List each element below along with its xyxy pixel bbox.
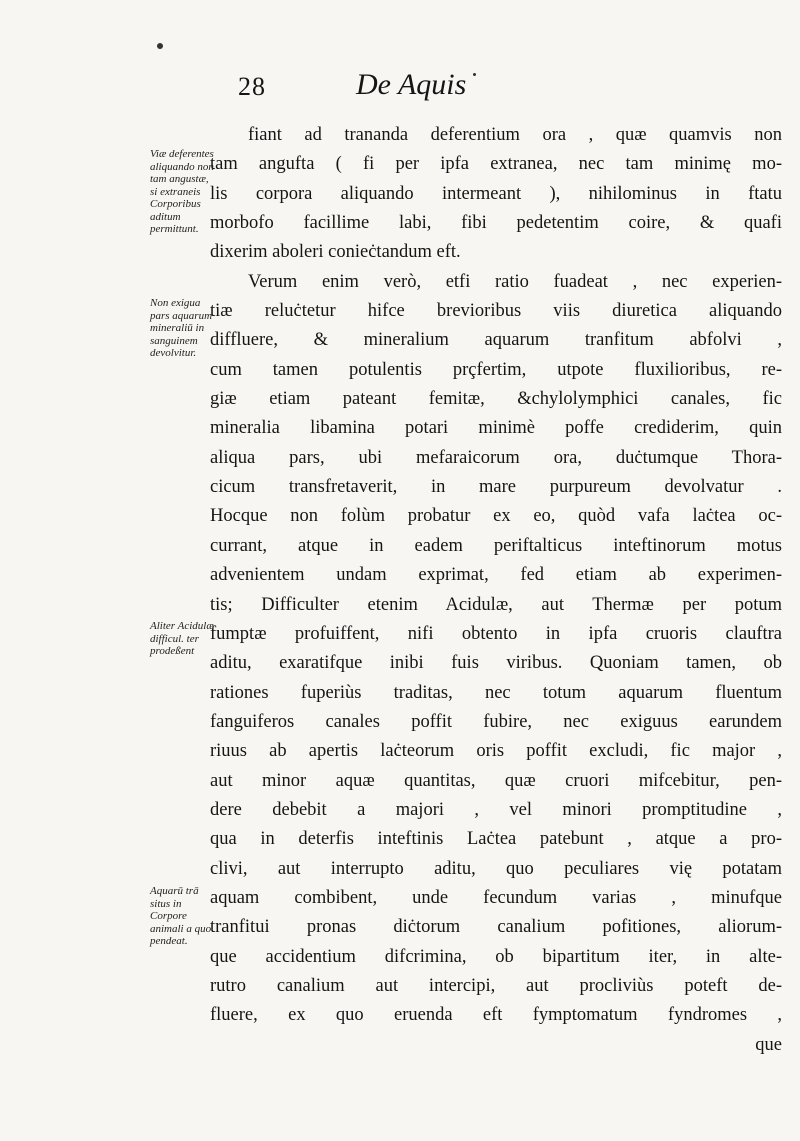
text-line: mineralia libamina potari minimè poffe crediderim, quin [210,418,782,439]
ink-speck [157,43,163,49]
text-line: cum tamen potulentis prçfertim, utpote fluxilioribus, re- [210,359,782,380]
text-line: fanguiferos canales poffit fubire, nec exiguus earundem [210,711,782,732]
text-line: lis corpora aliquando intermeant ), nihilominus in ftatu [210,183,782,204]
margin-note: Aquarū trā situs in Corpore animali a quo pendeat. [150,885,212,947]
text-line: dixerim aboleri conieċtandum eft. [210,242,461,263]
text-line: rutro canalium aut intercipi, aut procliviùs poteft de- [210,975,782,996]
catchword: que [755,1034,782,1055]
page-header [0,66,800,110]
text-line: riuus ab apertis laċteorum oris poffit excludi, fic major , [210,741,782,762]
margin-note: Non exigua pars aquarum mineraliū in sanguinem devolvitur. [150,297,213,359]
text-line: giæ etiam pateant femitæ, &chylolymphici canales, fic [210,389,782,410]
text-line: morbofo facillime labi, fibi pedetentim coire, & quafi [210,213,782,234]
text-line: dere debebit a majori , vel minori promptitudine , [210,799,782,820]
text-line: fluere, ex quo eruenda eft fymptomatum fyndromes , [210,1005,782,1026]
text-line: qua in deterfis inteftinis Laċtea patebunt , atque a pro- [210,829,782,850]
margin-note: Viæ deferentes aliquando non tam angustæ, si extraneis Corporibus aditum permittunt. [150,148,214,235]
text-line: fiant ad trananda deferentium ora , quæ quamvis non [248,125,782,145]
text-line: advenientem undam exprimat, fed etiam ab experimen- [210,565,782,586]
text-line: aditu, exaratifque inibi fuis viribus. Quoniam tamen, ob [210,653,782,674]
text-line: aquam combibent, unde fecundum varias , minufque [210,887,782,908]
text-line: rationes fuperiùs traditas, nec totum aquarum fluentum [210,682,782,703]
ink-speck [473,73,476,76]
text-line: tranfitui pronas diċtorum canalium pofitiones, aliorum- [210,917,782,938]
text-line: fumptæ profuiffent, nifi obtento in ipfa cruoris clauftra [210,623,782,644]
text-line: currant, atque in eadem periftalticus inteftinorum motus [210,535,782,556]
text-line: Verum enim verò, etfi ratio fuadeat , nec experien- [248,271,782,292]
running-title: De Aquis [356,68,467,101]
text-line: que accidentium difcrimina, ob bipartitum iter, in alte- [210,946,782,967]
text-line: aliqua pars, ubi mefaraicorum ora, duċtumque Thora- [210,447,782,468]
text-line: clivi, aut interrupto aditu, quo peculiares vię potatam [210,858,782,879]
text-line: diffluere, & mineralium aquarum tranfitum abfolvi , [210,330,782,351]
text-line: tam angufta ( fi per ipfa extranea, nec tam minimę mo- [210,154,782,175]
page-number: 28 [238,72,266,101]
text-line: cicum transfretaverit, in mare purpureum devolvatur . [210,477,782,498]
text-line: tiæ reluċtetur hifce brevioribus viis diuretica aliquando [210,301,782,322]
text-line: aut minor aquæ quantitas, quæ cruori mifcebitur, pen- [210,770,782,791]
text-line: Hocque non folùm probatur ex eo, quòd vafa laċtea oc- [210,506,782,527]
margin-note: Aliter Acidulæ difficul. ter prodeßent [150,620,214,657]
text-line: tis; Difficulter etenim Acidulæ, aut Thermæ per potum [210,594,782,615]
body-text [210,121,782,1060]
